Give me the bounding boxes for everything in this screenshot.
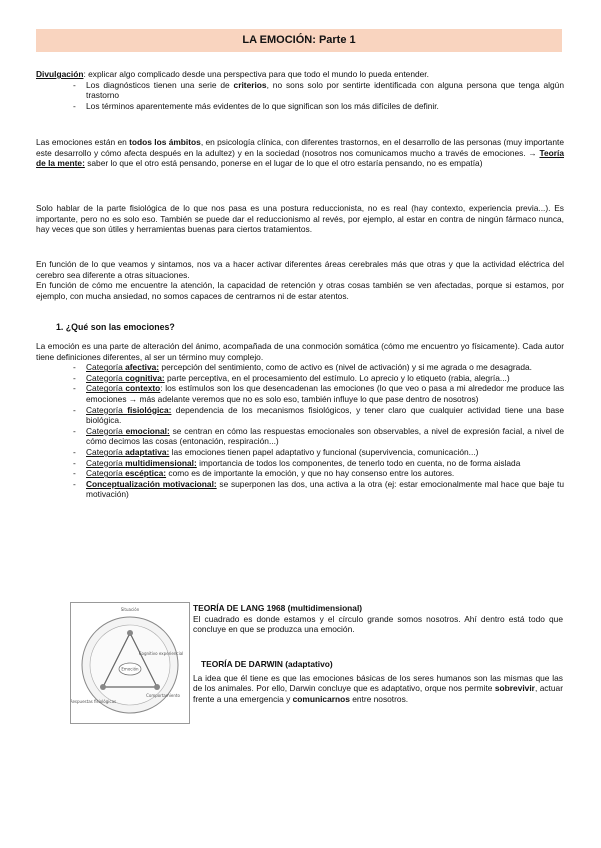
label-respuestas: Respuestas fisiológicas xyxy=(71,699,117,704)
darwin-sobrevivir: sobrevivir xyxy=(494,683,535,694)
darwin-title: TEORÍA DE DARWIN (adaptativo) xyxy=(201,659,333,669)
cat-pre: Categoría xyxy=(86,404,128,415)
p2-text: Solo hablar de la parte fisiológica de lo que nos pasa es una postura reduccionista, no es real (hay contexto, experiencia previa...). Es importante, pero no es solo eso. También se puede dar el reduccionismo al revés, por ejemplo, al estar en contra de ningún fármaco nunca, hay veces que son útiles y herramientas buenas para ciertos tratamientos. xyxy=(36,203,564,235)
divulgacion-block xyxy=(36,69,564,111)
cat-term: contexto xyxy=(125,383,161,394)
label-situacion: Situación xyxy=(120,607,140,612)
cat-text: : los estímulos son los que desencadenan las emociones (lo que veo o pasa a mi alrededor me produce las emociones → más adelante veremos que no es solo eso, también influye lo que pase dentro de nosotros) xyxy=(86,383,565,404)
category-item xyxy=(36,373,564,384)
darwin-theory xyxy=(193,659,563,704)
divulgacion-term: Divulgación xyxy=(36,69,84,79)
cat-pre: Categoría xyxy=(86,383,126,394)
cat-pre: Categoría xyxy=(86,362,126,373)
list-item xyxy=(36,101,564,112)
page-title: LA EMOCIÓN: Parte 1 xyxy=(242,34,356,47)
label-comportamiento: Comportamiento xyxy=(146,693,180,698)
category-item xyxy=(36,405,564,426)
p3a-text: En función de lo que veamos y sintamos, nos va a hacer activar diferentes áreas cerebrales más que otras y que la actividad eléctrica del cerebro sea diferente a otras situaciones. xyxy=(36,259,564,280)
cat-text: se centran en cómo las respuestas emocionales son observables, a nivel de expresión facial, a nivel de cómo decimos las cosas (entonación, respiración...) xyxy=(86,425,565,447)
cat-term: adaptativa: xyxy=(125,446,170,457)
cat-text: importancia de todos los componentes, de tenerlo todo en cuenta, no de forma aislada xyxy=(196,457,521,468)
node-top xyxy=(127,630,133,636)
divulgacion-def: : explicar algo complicado desde una perspectiva para que todo el mundo lo pueda entender. xyxy=(83,69,429,79)
divulgacion-list xyxy=(36,80,564,112)
section-heading: 1. ¿Qué son las emociones? xyxy=(56,322,175,332)
darwin-comunicarnos: comunicarnos xyxy=(292,693,350,704)
darwin-e: entre nosotros. xyxy=(349,693,409,704)
darwin-a: La idea que él tiene es que las emociones básicas de los seres humanos son las mismas que las de los animales. Por ello, Darwin concluye que es adaptativo, orque nos permite xyxy=(193,672,563,694)
p1-teoria-mente: Teoría de la mente: xyxy=(36,147,564,169)
category-item xyxy=(36,447,564,458)
emotion-definition-block xyxy=(36,341,564,500)
p3b-text: En función de cómo me encuentre la atención, la capacidad de retención y otras cosas también se ven afectadas, porque si estamos, por ejemplo, con mucha ansiedad, no somos capaces de centrarnos ni de estar atentos. xyxy=(36,280,564,301)
item-bold: criterios xyxy=(233,79,267,90)
lang-diagram xyxy=(70,602,190,724)
item-text: , no sons solo por sentirte identificada con alguna persona que tenga algún trastorno xyxy=(86,79,564,101)
category-item xyxy=(36,468,564,479)
label-cognitivo: Cognitivo experiencial xyxy=(138,651,184,656)
darwin-text xyxy=(193,673,563,705)
list-item xyxy=(36,80,564,101)
cat-text: parte perceptiva, en el procesamiento del estímulo. Lo aprecio y lo etiqueto (rabia, alegría...) xyxy=(164,372,510,383)
cat-term: cognitiva: xyxy=(125,372,165,383)
p1-e: saber lo que el otro está pensando, ponerse en el lugar de lo que el otro estaría pensando, no es empatía) xyxy=(84,158,483,169)
lang-title: TEORÍA DE LANG 1968 (multidimensional) xyxy=(193,603,363,613)
categories-list xyxy=(36,362,564,500)
p1-a: Las emociones están en xyxy=(36,137,130,147)
cat-pre: Categoría xyxy=(86,425,126,436)
paragraph-reduccionismo xyxy=(36,203,564,235)
p1-bold: todos los ámbitos xyxy=(129,137,201,147)
cat-term: emocional: xyxy=(125,425,170,436)
category-item xyxy=(36,383,564,404)
cat-term: escéptica: xyxy=(125,468,167,479)
paragraph-ambitos xyxy=(36,137,564,169)
item-text: Los términos aparentemente más evidentes de lo que significan son los más difíciles de definir. xyxy=(86,100,439,111)
lang-text: El cuadrado es donde estamos y el círculo grande somos nosotros. Ahí dentro está todo que concluye en que se produzca una emoción. xyxy=(193,613,563,635)
cat-pre: Categoría xyxy=(86,468,126,479)
cat-pre: Categoría xyxy=(86,446,126,457)
lang-theory xyxy=(193,603,563,635)
cat-term: fisiológica: xyxy=(127,404,172,415)
category-item xyxy=(36,458,564,469)
lang-diagram-svg xyxy=(71,603,189,723)
cat-term: afectiva: xyxy=(125,362,160,373)
cat-pre: Categoría xyxy=(86,457,126,468)
cat-text: las emociones tienen papel adaptativo y funcional (supervivencia, comunicación...) xyxy=(169,446,479,457)
cat-pre: Categoría xyxy=(86,372,126,383)
cat-term: motivacional: xyxy=(162,478,217,489)
cat-text: percepción del sentimiento, como de activo es (nivel de activación) y si me agrada o me desagrada. xyxy=(159,362,532,373)
paragraph-funcion xyxy=(36,259,564,301)
cat-text: dependencia de los mecanismos fisiológicos, y tener claro que cualquier actividad tiene una base biológica. xyxy=(86,404,564,426)
divulgacion-definition xyxy=(36,69,564,80)
title-band xyxy=(36,29,562,52)
label-emocion: Emoción xyxy=(121,666,139,672)
cat-term: multidimensional: xyxy=(125,457,197,468)
category-item xyxy=(36,426,564,447)
item-text: Los diagnósticos tienen una serie de xyxy=(86,79,234,90)
p1-c: , en psicología clínica, con diferentes trastornos, en el desarrollo de las personas (muy importante este desarrollo y cómo afecta después en la adultez) y en la sociedad (nosotros nos comunicamos mucho a través de emociones. → xyxy=(36,137,564,158)
cat-text: se superponen las dos, una activa a la otra (ej: estar emocionalmente mal hace que baje tu motivación) xyxy=(86,478,564,500)
p4-text: La emoción es una parte de alteración del ánimo, acompañada de una conmoción somática (cómo me encuentro yo físicamente). Cada autor tiene definiciones diferentes, al ser un término muy complejo. xyxy=(36,341,564,362)
cat-text: como es de importante la emoción, y que no hay consenso entre los autores. xyxy=(166,468,455,479)
cat-pre: Conceptualización xyxy=(86,478,163,489)
category-item xyxy=(36,479,564,500)
node-left xyxy=(100,684,106,690)
darwin-c: , actuar frente a una emergencia y xyxy=(193,683,563,704)
node-right xyxy=(154,684,160,690)
category-item xyxy=(36,362,564,373)
